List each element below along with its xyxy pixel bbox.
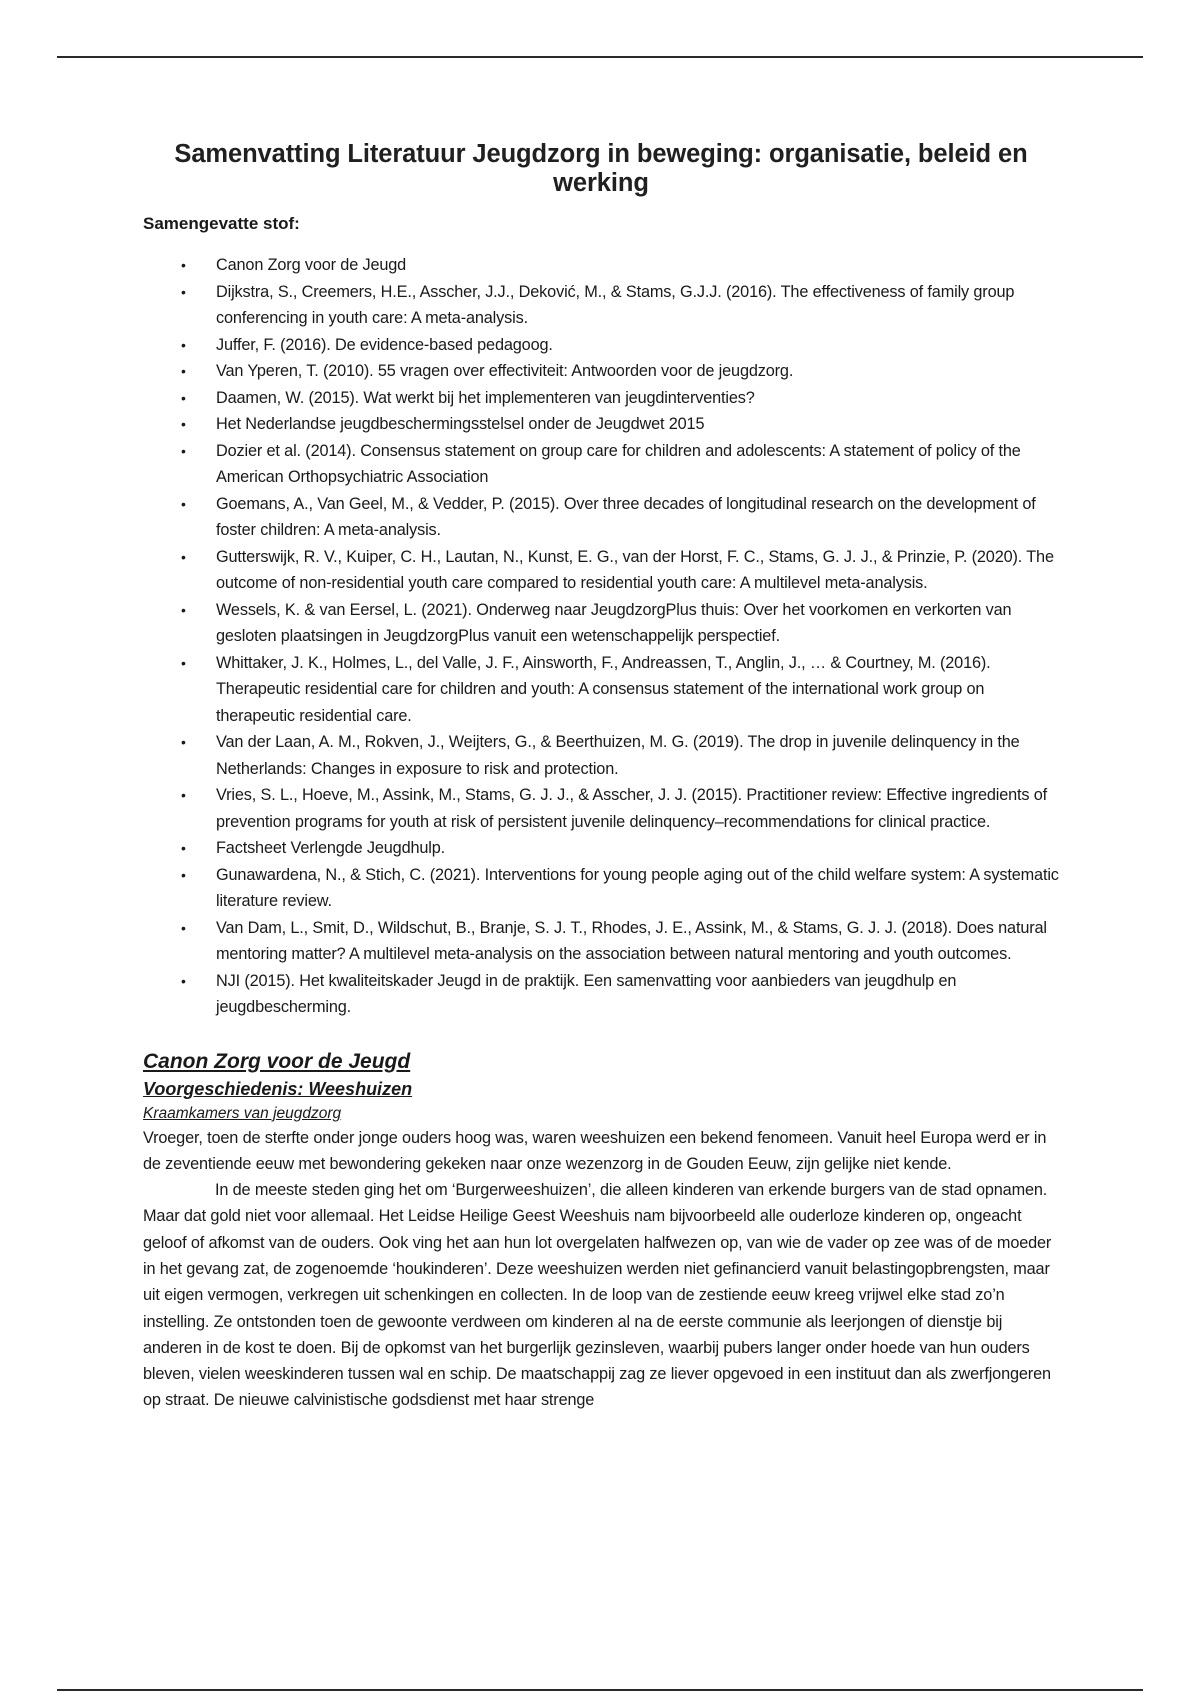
bullet-icon: •	[181, 548, 186, 565]
reference-item: • Canon Zorg voor de Jeugd	[143, 252, 1063, 279]
bullet-icon: •	[181, 283, 186, 300]
reference-item: • Van der Laan, A. M., Rokven, J., Weijters, G., & Beerthuizen, M. G. (2019). The drop in juvenile delinquency in the Netherlands: Changes in exposure to risk and protection.	[143, 729, 1063, 782]
bullet-icon: •	[181, 840, 186, 856]
bullet-icon: •	[181, 734, 186, 750]
reference-item: • Dozier et al. (2014). Consensus statement on group care for children and adolescents: A statement of policy of the American Orthopsychiatric Association	[143, 438, 1063, 491]
reference-item: • Van Yperen, T. (2010). 55 vragen over effectiviteit: Antwoorden voor de jeugdzorg.	[143, 358, 1063, 385]
reference-item: • NJI (2015). Het kwaliteitskader Jeugd in de praktijk. Een samenvatting voor aanbieders van jeugdhulp en jeugdbescherming.	[143, 968, 1063, 1021]
bullet-icon: •	[181, 442, 186, 459]
reference-item: • Factsheet Verlengde Jeugdhulp.	[143, 835, 1063, 862]
page-bottom-rule	[57, 1689, 1143, 1691]
reference-list	[143, 252, 1063, 1021]
bullet-icon: •	[181, 416, 186, 432]
reference-item: • Dijkstra, S., Creemers, H.E., Asscher, J.J., Deković, M., & Stams, G.J.J. (2016). The effectiveness of family group conferencing in youth care: A meta-analysis.	[143, 279, 1063, 332]
reference-item: • Gutterswijk, R. V., Kuiper, C. H., Lautan, N., Kunst, E. G., van der Horst, F. C., Stams, G. J. J., & Prinzie, P. (2020). The outcome of non-residential youth care compared to residential youth care: A multilevel meta-analysis.	[143, 544, 1063, 597]
bullet-icon: •	[181, 654, 186, 671]
bullet-icon: •	[181, 495, 186, 512]
reference-item: • Wessels, K. & van Eersel, L. (2021). Onderweg naar JeugdzorgPlus thuis: Over het voorkomen en verkorten van gesloten plaatsingen in JeugdzorgPlus vanuit een wetenschappelijk perspectief.	[143, 597, 1063, 650]
reference-item: • Van Dam, L., Smit, D., Wildschut, B., Branje, S. J. T., Rhodes, J. E., Assink, M., & Stams, G. J. J. (2018). Does natural mentoring matter? A multilevel meta-analysis on the association between natural mentoring and youth outcomes.	[143, 915, 1063, 968]
summary-heading: Samengevatte stof:	[143, 214, 300, 233]
subsection-heading: Voorgeschiedenis: Weeshuizen	[143, 1078, 413, 1099]
reference-item: • Vries, S. L., Hoeve, M., Assink, M., Stams, G. J. J., & Asscher, J. J. (2015). Practitioner review: Effective ingredients of prevention programs for youth at risk of persistent juvenile delinquency–recommendations for clinical practice.	[143, 782, 1063, 835]
document-title: Samenvatting Literatuur Jeugdzorg in beweging: organisatie, beleid en werking	[174, 140, 1028, 197]
bullet-icon: •	[181, 787, 186, 803]
bullet-icon: •	[181, 257, 186, 273]
document-body	[143, 140, 1063, 1414]
body-paragraph: In de meeste steden ging het om ‘Burgerweeshuizen’, die alleen kinderen van erkende burgers van de stad opnamen. Maar dat gold niet voor allemaal. Het Leidse Heilige Geest Weeshuis nam bijvoorbeeld alle ouderloze kinderen op, ongeacht geloof of afkomst van de ouders. Ook ving het aan hun lot overgelaten halfwezen op, van wie de vader op zee was of de moeder in het gevang zat, de zogenoemde ‘houkinderen’. Deze weeshuizen werden niet gefinancierd vanuit belastingopbrengsten, maar uit eigen vermogen, verkregen uit schenkingen en collecten. In de loop van de zestiende eeuw kreeg vrijwel elke stad zo’n instelling. Ze ontstonden toen de gewoonte verdween om kinderen al na de eerste communie als leerjongen of dienstje bij anderen in de kost te doen. Bij de opkomst van het burgerlijk gezinsleven, waarbij pubers langer onder hoede van hun ouders bleven, vielen weeskinderen tussen wal en schip. De maatschappij zag ze liever opgevoed in een instituut dan als zwerfjongeren op straat. De nieuwe calvinistische godsdienst met haar strenge	[143, 1181, 1052, 1410]
body-paragraph: Vroeger, toen de sterfte onder jonge ouders hoog was, waren weeshuizen een bekend fenomeen. Vanuit heel Europa werd er in de zeventiende eeuw met bewondering gekeken naar onze wezenzorg in de Gouden Eeuw, zijn gelijke niet kende.	[143, 1128, 1047, 1173]
subsubsection-heading: Kraamkamers van jeugdzorg	[143, 1104, 342, 1122]
reference-item: • Juffer, F. (2016). De evidence-based pedagoog.	[143, 332, 1063, 359]
bullet-icon: •	[181, 866, 186, 883]
reference-item: • Gunawardena, N., & Stich, C. (2021). Interventions for young people aging out of the child welfare system: A systematic literature review.	[143, 862, 1063, 915]
bullet-icon: •	[181, 972, 186, 989]
bullet-icon: •	[181, 601, 186, 618]
reference-item: • Whittaker, J. K., Holmes, L., del Valle, J. F., Ainsworth, F., Andreassen, T., Anglin, J., … & Courtney, M. (2016). Therapeutic residential care for children and youth: A consensus statement of the international work group on therapeutic residential care.	[143, 650, 1063, 730]
section-heading: Canon Zorg voor de Jeugd	[143, 1049, 411, 1073]
bullet-icon: •	[181, 389, 186, 406]
reference-item: • Het Nederlandse jeugdbeschermingsstelsel onder de Jeugdwet 2015	[143, 411, 1063, 438]
reference-item: • Goemans, A., Van Geel, M., & Vedder, P. (2015). Over three decades of longitudinal research on the development of foster children: A meta-analysis.	[143, 491, 1063, 544]
reference-item: • Daamen, W. (2015). Wat werkt bij het implementeren van jeugdinterventies?	[143, 385, 1063, 412]
page-top-rule	[57, 56, 1143, 58]
bullet-icon: •	[181, 919, 186, 936]
bullet-icon: •	[181, 363, 186, 379]
bullet-icon: •	[181, 336, 186, 353]
